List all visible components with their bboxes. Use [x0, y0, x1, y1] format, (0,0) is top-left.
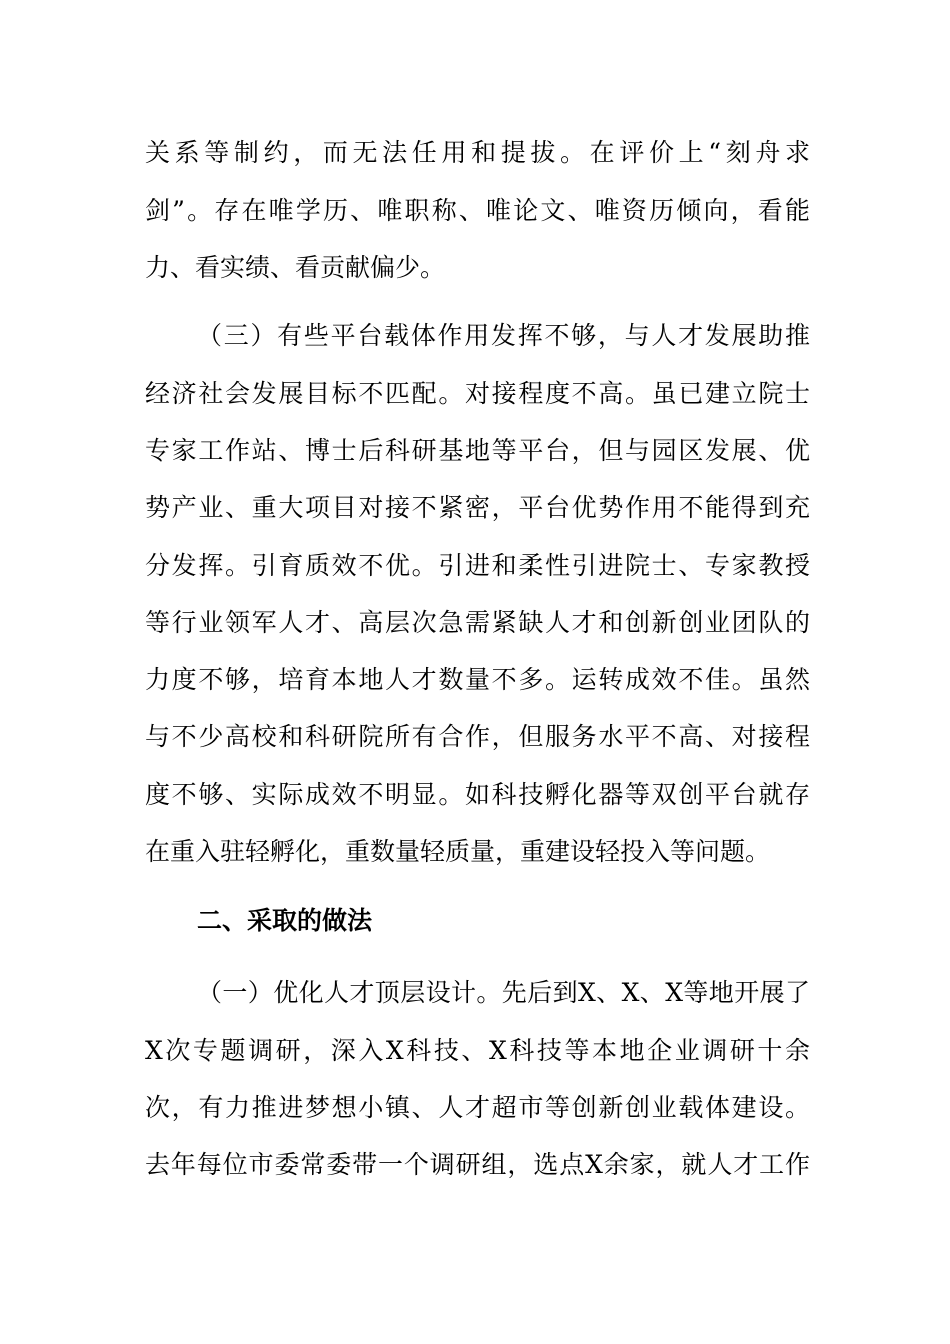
paragraph-line: 在重入驻轻孵化，重数量轻质量，重建设轻投入等问题。 [145, 837, 771, 866]
paragraph-line: 等行业领军人才、高层次急需紧缺人才和创新创业团队的 [145, 608, 810, 637]
paragraph-line: 与不少高校和科研院所有合作，但服务水平不高、对接程 [145, 722, 810, 751]
paragraph-line: 度不够、实际成效不明显。如科技孵化器等双创平台就存 [145, 780, 810, 809]
section-heading: 二、采取的做法 [197, 906, 373, 935]
paragraph-line: 力度不够，培育本地人才数量不多。运转成效不佳。虽然 [145, 665, 810, 694]
paragraph-line: X次专题调研，深入X科技、X科技等本地企业调研十余 [145, 1036, 810, 1065]
paragraph-line: 专家工作站、博士后科研基地等平台，但与园区发展、优 [145, 436, 810, 465]
paragraph-line: 关系等制约，而无法任用和提拔。在评价上“刻舟求 [145, 138, 810, 167]
paragraph-line: 去年每位市委常委带一个调研组，选点X余家，就人才工作 [145, 1150, 810, 1179]
paragraph-line: 次，有力推进梦想小镇、人才超市等创新创业载体建设。 [145, 1093, 810, 1122]
paragraph-line: 分发挥。引育质效不优。引进和柔性引进院士、专家教授 [145, 551, 810, 580]
paragraph-line: 剑”。存在唯学历、唯职称、唯论文、唯资历倾向，看能 [145, 196, 810, 225]
paragraph-line: 经济社会发展目标不匹配。对接程度不高。虽已建立院士 [145, 379, 810, 408]
paragraph-line: （一）优化人才顶层设计。先后到X、X、X等地开展了 [197, 978, 810, 1007]
paragraph-line: （三）有些平台载体作用发挥不够，与人才发展助推 [197, 321, 810, 350]
paragraph-line: 力、看实绩、看贡献偏少。 [145, 253, 446, 282]
paragraph-line: 势产业、重大项目对接不紧密，平台优势作用不能得到充 [145, 493, 810, 522]
